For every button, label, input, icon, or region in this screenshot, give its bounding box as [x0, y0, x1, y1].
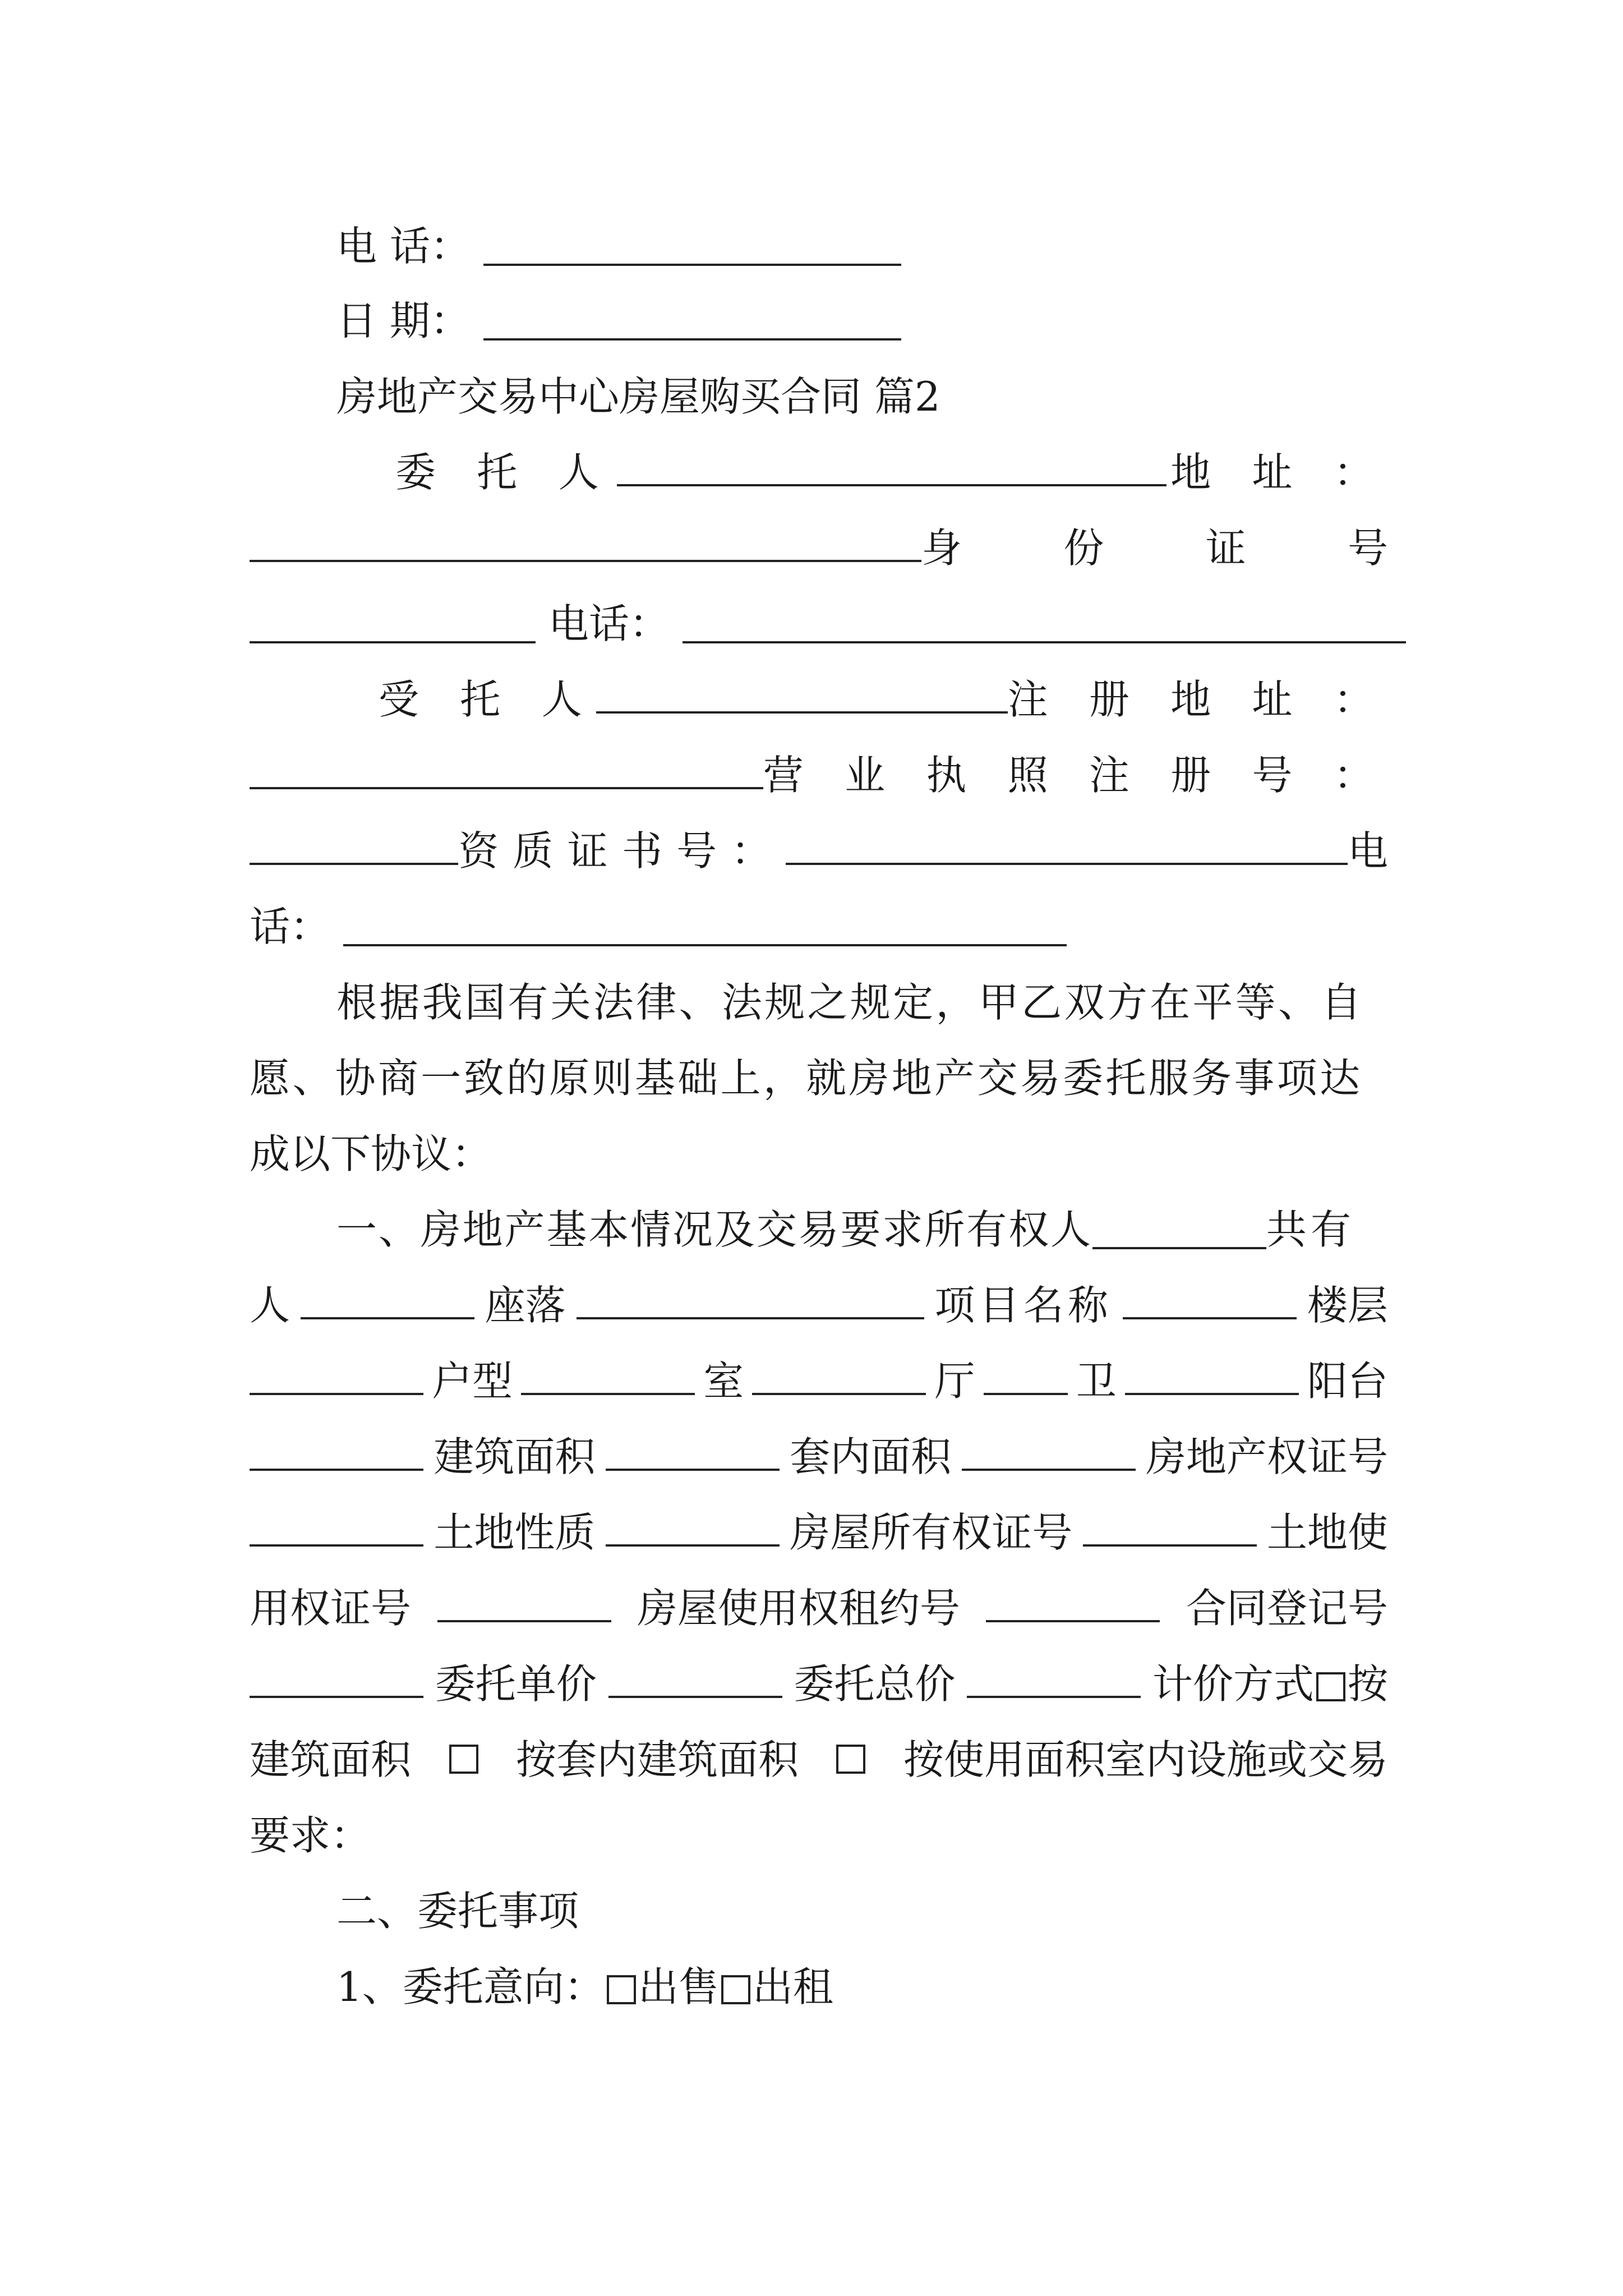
- agent-line: [250, 662, 1388, 738]
- s1-floor-blank: [250, 1393, 423, 1395]
- s1-room-label: 室: [703, 1358, 744, 1405]
- phone2-line: [250, 889, 1388, 965]
- s1-total-price-label: 委托总价: [794, 1660, 956, 1708]
- principal-label: 委 托 人: [395, 449, 613, 496]
- checkbox-usable-area[interactable]: [836, 1745, 865, 1774]
- s1-land-use-blank: [437, 1620, 611, 1622]
- s1-land-use-label-a: 土地使: [1266, 1509, 1388, 1556]
- s1-coowner-label-b: 人: [250, 1282, 291, 1329]
- checkbox-sell[interactable]: [607, 1975, 636, 2004]
- s1-hall-blank: [984, 1393, 1068, 1395]
- id-line: [250, 510, 1433, 586]
- qualification-line: [250, 813, 1388, 889]
- s1-location-blank: [577, 1317, 924, 1319]
- phone-line: [250, 586, 1388, 662]
- principal-blank: [617, 484, 1166, 486]
- s1-line-5: [250, 1495, 1388, 1571]
- s1-project-blank: [1123, 1317, 1297, 1319]
- s1-house-cert-blank: [1083, 1544, 1257, 1547]
- intro-line-1: 根据我国有关法律、法规之规定，甲乙双方在平等、自: [336, 979, 1364, 1026]
- s1-floor-label: 楼层: [1307, 1282, 1388, 1329]
- reg-address-label: 注 册 地 址 ：: [1007, 676, 1388, 723]
- qual-cert-blank: [786, 863, 1348, 865]
- intro-line-2: 愿、协商一致的原则基础上，就房地产交易委托服务事项达: [250, 1055, 1363, 1102]
- date-top-line: [336, 283, 1475, 359]
- license-label: 营 业 执 照 注 册 号 ：: [763, 752, 1388, 799]
- address-label: 地 址 ：: [1170, 449, 1388, 496]
- s1-line-1: [336, 1192, 1475, 1268]
- s1-bath-blank: [1125, 1393, 1299, 1395]
- phone-top-blank: [483, 264, 901, 266]
- s1-lease-blank: [986, 1620, 1160, 1622]
- s1-type-label: 户型: [432, 1358, 513, 1405]
- s1-unit-price-blank: [608, 1696, 782, 1698]
- s1-house-cert-label: 房屋所有权证号: [790, 1509, 1073, 1556]
- agent-label-wrap: [250, 662, 596, 738]
- s1-line-9: 要求：: [250, 1812, 371, 1859]
- s2-item-1: [336, 1949, 1475, 2025]
- s1-line-7: [250, 1646, 1388, 1722]
- s1-location-label: 座落: [485, 1282, 566, 1329]
- s1-area-blank: [606, 1469, 780, 1471]
- s1-owner-blank: [1092, 1247, 1266, 1249]
- section-title: 房地产交易中心房屋购买合同 篇2: [336, 373, 940, 420]
- s1-opt3-label: 按使用面积室内设施或交易: [903, 1736, 1388, 1783]
- s1-line-6: [250, 1571, 1388, 1646]
- s1-unit-price-label: 委托单价: [435, 1660, 597, 1708]
- s1-coowner-blank: [301, 1317, 474, 1319]
- checkbox-inner-area[interactable]: [449, 1745, 478, 1774]
- intro-line-3: 成以下协议：: [250, 1130, 492, 1177]
- phone-blank: [683, 641, 1406, 643]
- s1-line-2: [250, 1268, 1388, 1343]
- s2-title: 二、委托事项: [336, 1888, 579, 1935]
- s1-area-label: 建筑面积: [434, 1433, 596, 1480]
- s1-room-blank: [752, 1393, 926, 1395]
- s1-property-cert-label: 房地产权证号: [1145, 1433, 1388, 1480]
- phone2-label-b: 话：: [250, 903, 331, 950]
- phone2-label-a: 电: [1347, 827, 1388, 875]
- s1-type-blank: [521, 1393, 695, 1395]
- license-line: [250, 738, 1388, 813]
- s1-contract-reg-blank: [250, 1696, 423, 1698]
- checkbox-rent[interactable]: [721, 1975, 750, 2004]
- s1-inner-area-label: 套内面积: [790, 1433, 952, 1480]
- phone-label: 电话：: [548, 600, 670, 647]
- s1-land-nature-label: 土地性质: [434, 1509, 596, 1556]
- s1-opt1b-label: 建筑面积: [250, 1736, 412, 1783]
- s1-line-3: [250, 1343, 1388, 1419]
- s1-property-cert-blank: [250, 1544, 423, 1547]
- s1-opt1-label: 按: [1347, 1660, 1388, 1708]
- qual-cert-label: 资质证书号：: [458, 827, 786, 875]
- agent-blank: [596, 711, 1008, 714]
- s1-balcony-blank: [250, 1469, 423, 1471]
- address-blank: [250, 560, 921, 562]
- s1-coowner-label-a: 共有: [1266, 1206, 1355, 1253]
- s1-line-8: [250, 1722, 1388, 1798]
- s1-project-label: 项目名称: [934, 1282, 1113, 1329]
- license-blank: [250, 863, 458, 865]
- s2-sell-label: 出售: [638, 1963, 719, 2010]
- principal-line: [250, 435, 1388, 510]
- checkbox-building-area[interactable]: [1316, 1672, 1345, 1701]
- s1-pricing-wrap: [1152, 1646, 1388, 1722]
- s1-total-price-blank: [967, 1696, 1141, 1698]
- phone-top-line: [336, 209, 1475, 284]
- date-top-label: 日 期：: [336, 297, 471, 344]
- s1-land-use-label-b: 用权证号: [250, 1585, 412, 1632]
- s1-bath-label: 卫: [1076, 1358, 1117, 1405]
- s1-hall-label: 厅: [934, 1358, 975, 1405]
- date-top-blank: [483, 338, 901, 341]
- s2-rent-label: 出租: [752, 1963, 833, 2010]
- s1-land-nature-blank: [606, 1544, 780, 1547]
- s1-opt2-label: 按套内建筑面积: [515, 1736, 799, 1783]
- s1-line-4: [250, 1419, 1388, 1495]
- s1-inner-area-blank: [962, 1469, 1136, 1471]
- s2-item1-label: 1、委托意向：: [336, 1963, 605, 2010]
- phone-top-label: 电 话：: [336, 223, 471, 270]
- s1-lease-label: 房屋使用权租约号: [637, 1585, 960, 1632]
- s1-balcony-label: 阳台: [1307, 1358, 1388, 1405]
- reg-address-blank: [250, 787, 763, 789]
- id-number-label: 身 份 证 号: [921, 524, 1433, 572]
- s1-contract-reg-label: 合同登记号: [1186, 1585, 1388, 1632]
- phone2-blank: [343, 944, 1067, 946]
- s1-pricing-label: 计价方式: [1152, 1660, 1314, 1708]
- agent-label: 受 托 人: [379, 676, 596, 723]
- s1-owner-label: 一、房地产基本情况及交易要求所有权人: [336, 1206, 1092, 1253]
- id-number-blank: [250, 641, 536, 643]
